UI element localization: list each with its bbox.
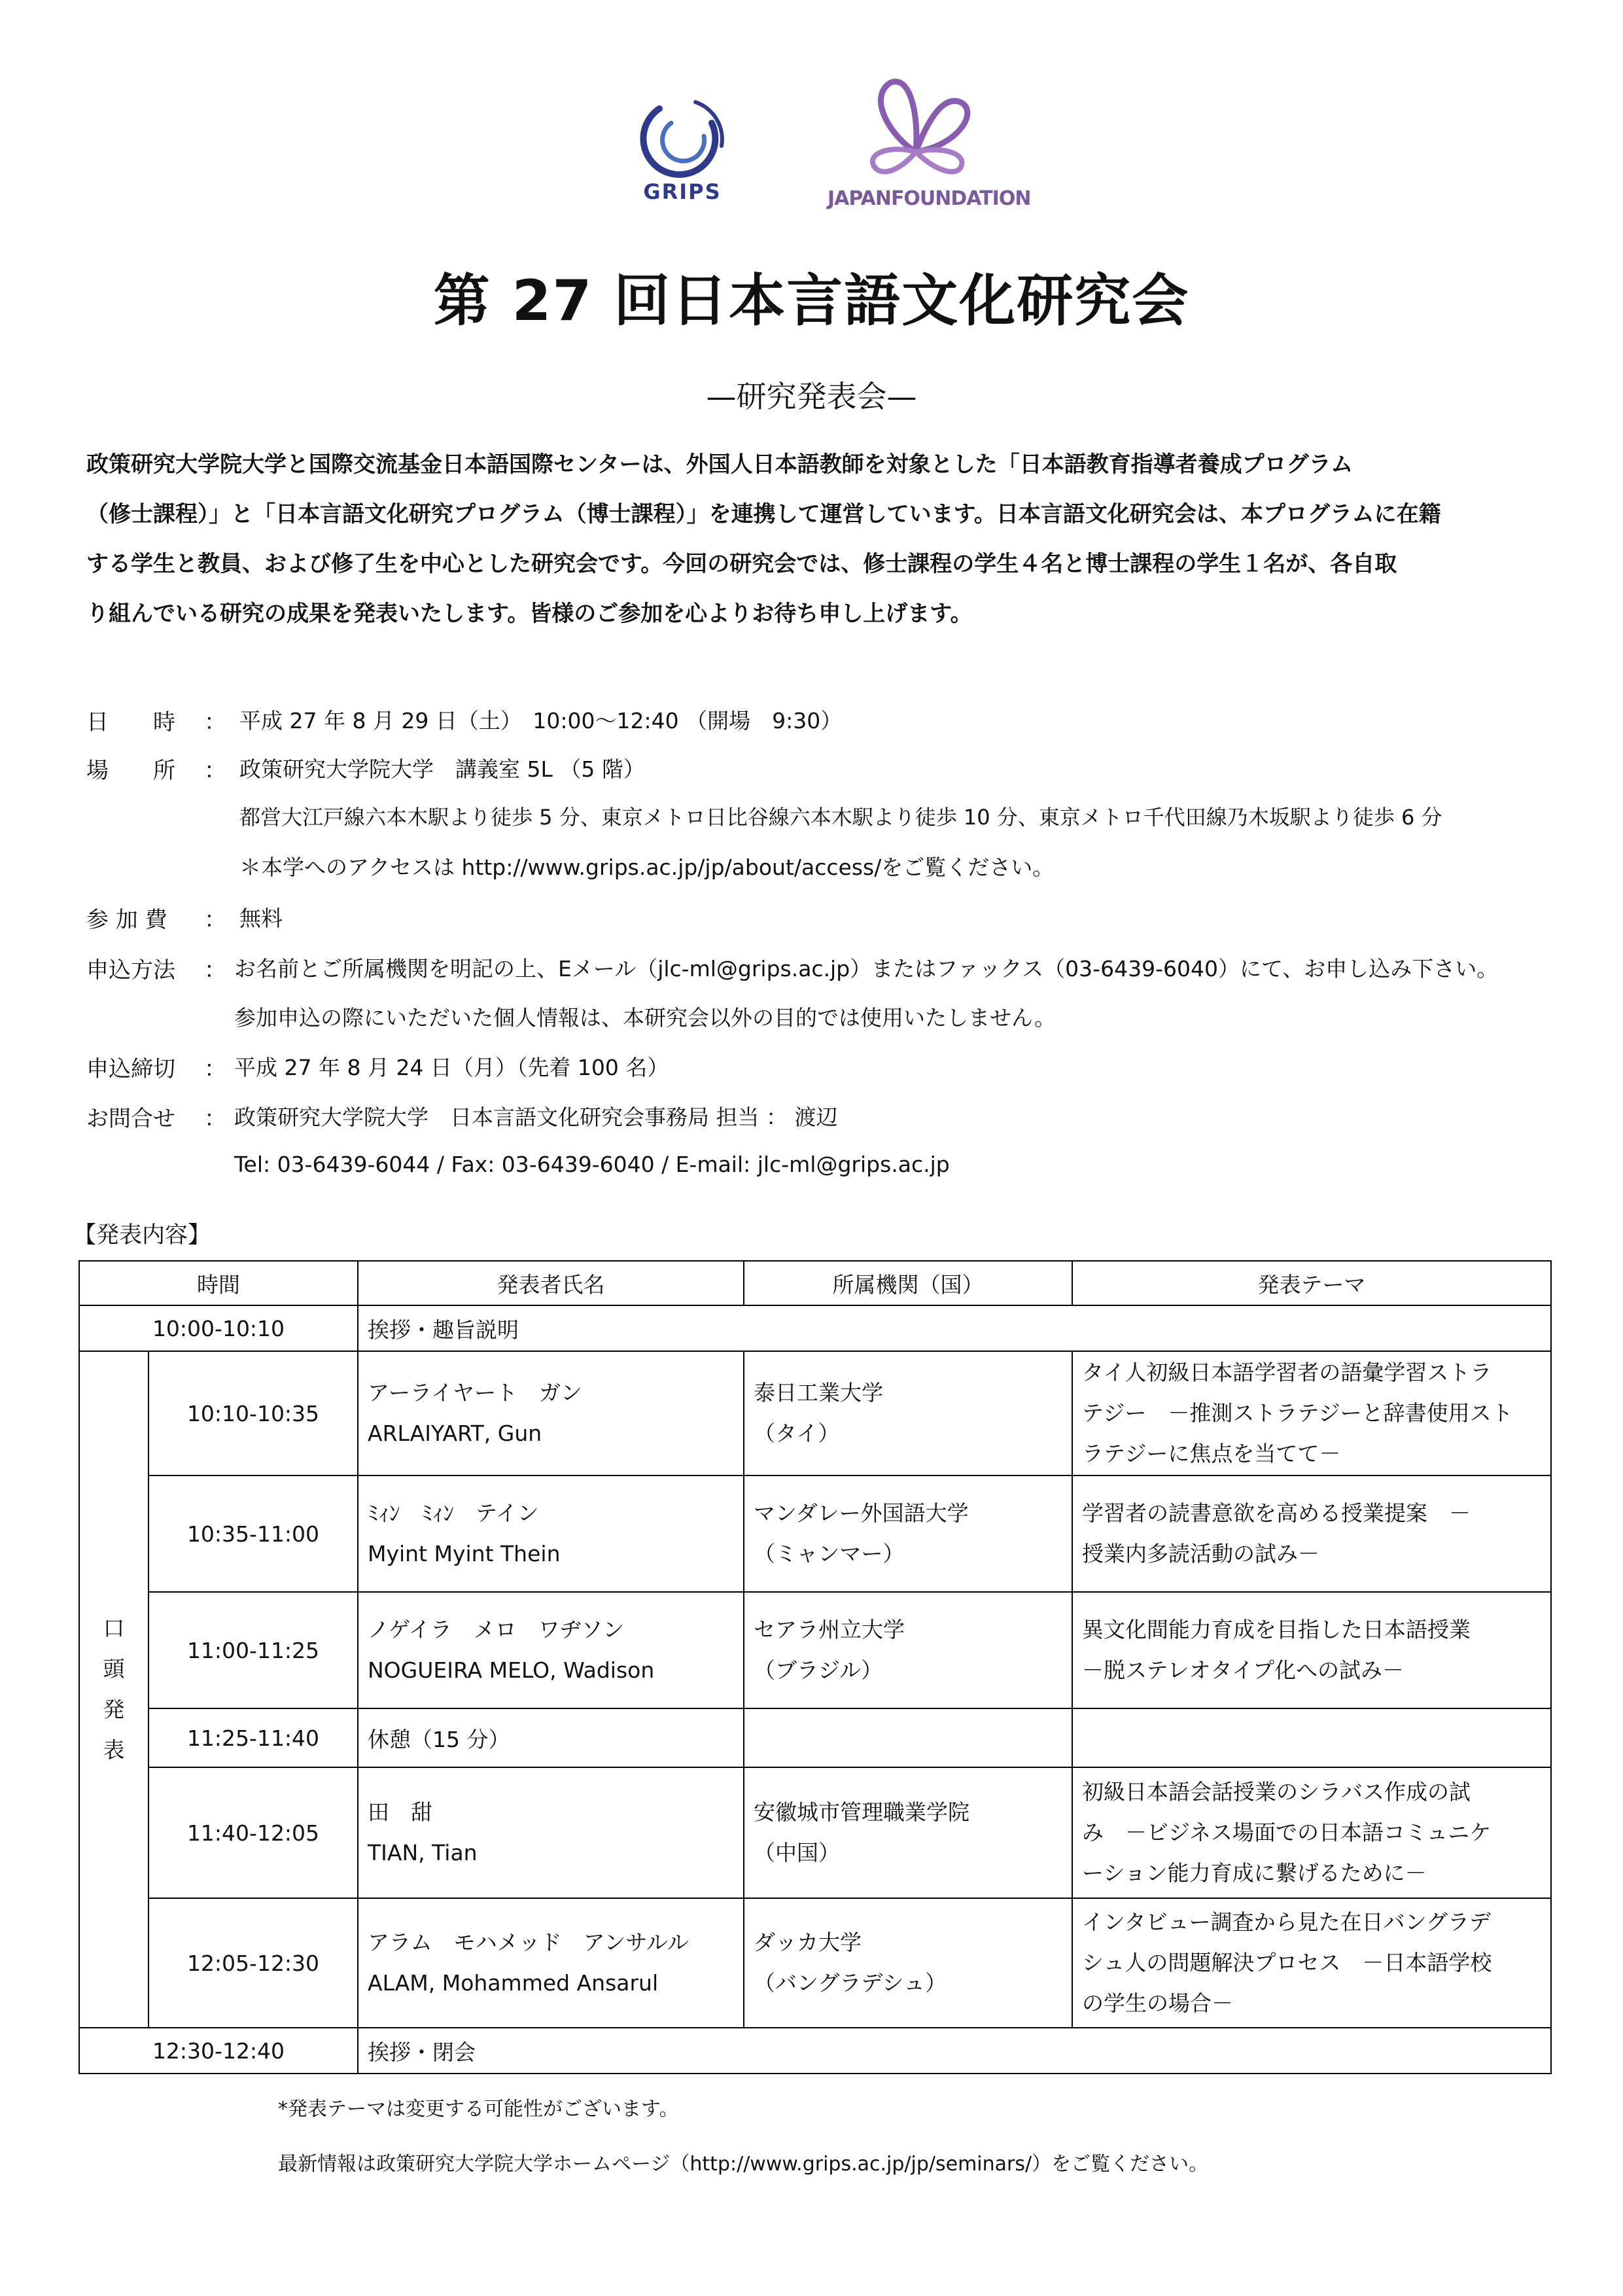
- contact-label: お問合せ: [86, 1106, 175, 1132]
- intro-line: り組んでいる研究の成果を発表いたします。皆様のご参加を心よりお待ち申し上げます。: [86, 601, 973, 627]
- theme-line: 授業内多読活動の試み－: [1082, 1541, 1319, 1566]
- apply-label: 申込方法: [86, 957, 175, 983]
- row-time: 10:10-10:35: [148, 1351, 358, 1475]
- colon: ：: [204, 1056, 226, 1082]
- theme-line: シュ人の問題解決プロセス －日本語学校: [1082, 1950, 1492, 1975]
- row-time: 10:35-11:00: [148, 1475, 358, 1592]
- theme-line: －脱ステレオタイプ化への試み－: [1082, 1657, 1405, 1683]
- oral-label-char: 表: [103, 1737, 125, 1763]
- datetime-label: 日 時: [86, 709, 175, 735]
- colon: ：: [204, 758, 226, 784]
- closing-text: 挨拶・閉会: [358, 2028, 1551, 2074]
- opening-text: 挨拶・趣旨説明: [358, 1305, 1551, 1351]
- place-access-note: ＊本学へのアクセスは http://www.grips.ac.jp/jp/about/access/をご覧ください。: [239, 855, 1055, 880]
- institution-name: ダッカ大学: [754, 1930, 862, 1955]
- grips-swirl-icon: [633, 97, 731, 182]
- contact-value: 政策研究大学院大学 日本言語文化研究会事務局 担当 ： 渡辺: [234, 1104, 838, 1130]
- header-institution: 所属機関（国）: [744, 1261, 1072, 1305]
- institution-country: （バングラデシュ）: [754, 1970, 947, 1996]
- japan-foundation-logo: [828, 73, 1031, 214]
- oral-label-char: 発: [103, 1697, 125, 1722]
- theme-cell: [1072, 1767, 1551, 1898]
- colon: ：: [204, 709, 226, 735]
- place-value: 政策研究大学院大学 講義室 5L （5 階）: [239, 756, 645, 782]
- presenter-name-jp: ﾐｨﾝ ﾐｨﾝ テイン: [368, 1500, 539, 1526]
- presenter-cell: [358, 1475, 744, 1592]
- presenter-cell: [358, 1592, 744, 1708]
- presenter-name-jp: アラム モハメッド アンサルル: [368, 1930, 689, 1955]
- deadline-value: 平成 27 年 8 月 24 日（月）（先着 100 名）: [234, 1055, 669, 1080]
- table-row: [79, 1475, 1551, 1592]
- presenter-cell: [358, 1767, 744, 1898]
- intro-line: 政策研究大学院大学と国際交流基金日本語国際センターは、外国人日本語教師を対象とした「日本語教育指導者養成プログラム: [86, 451, 1353, 478]
- datetime-value: 平成 27 年 8 月 29 日（土） 10:00～12:40 （開場 9:30）: [239, 708, 843, 733]
- table-row: [79, 1767, 1551, 1898]
- contact-tel: Tel: 03-6439-6044 / Fax: 03-6439-6040 / E-mail: jlc-ml@grips.ac.jp: [234, 1152, 950, 1177]
- row-time: 11:40-12:05: [148, 1767, 358, 1898]
- institution-country: （タイ）: [754, 1421, 840, 1446]
- presenter-name-jp: 田 甜: [368, 1799, 432, 1825]
- table-row: [79, 1351, 1551, 1475]
- butterfly-icon: [828, 73, 1004, 185]
- presenter-name-jp: アーライヤート ガン: [368, 1380, 583, 1405]
- institution-cell: [744, 1898, 1072, 2028]
- institution-name: セアラ州立大学: [754, 1617, 905, 1642]
- closing-time: 12:30-12:40: [79, 2028, 358, 2074]
- row-time: 11:25-11:40: [148, 1708, 358, 1767]
- colon: ：: [204, 957, 226, 983]
- table-row-opening: [79, 1305, 1551, 1351]
- header-presenter: 発表者氏名: [358, 1261, 744, 1305]
- page-title: 第 27 回日本言語文化研究会: [433, 268, 1190, 334]
- presenter-name-en: Myint Myint Thein: [368, 1541, 561, 1566]
- institution-cell: [744, 1767, 1072, 1898]
- japan-foundation-logo-text: JAPANFOUNDATION: [828, 187, 1031, 210]
- opening-time: 10:00-10:10: [79, 1305, 358, 1351]
- institution-country: （中国）: [754, 1840, 840, 1865]
- header-theme: 発表テーマ: [1072, 1261, 1551, 1305]
- theme-cell: [1072, 1898, 1551, 2028]
- place-access: 都営大江戸線六本木駅より徒歩 5 分、東京メトロ日比谷線六本木駅より徒歩 10 分、東京メトロ千代田線乃木坂駅より徒歩 6 分: [239, 805, 1442, 830]
- theme-line: 学習者の読書意欲を高める授業提案 －: [1082, 1500, 1471, 1526]
- deadline-label: 申込締切: [86, 1056, 175, 1082]
- theme-line: ラテジーに焦点を当てて－: [1082, 1441, 1341, 1466]
- row-time: 11:00-11:25: [148, 1592, 358, 1708]
- oral-label-char: 頭: [103, 1656, 125, 1682]
- break-text: 休憩（15 分）: [358, 1708, 744, 1767]
- institution-country: （ミャンマー）: [754, 1541, 905, 1566]
- theme-line: 異文化間能力育成を目指した日本語授業: [1082, 1617, 1471, 1642]
- table-row-break: [79, 1708, 1551, 1767]
- footnote-theme-change: *発表テーマは変更する可能性がございます。: [278, 2098, 679, 2121]
- theme-line: み －ビジネス場面での日本語コミュニケ: [1082, 1820, 1492, 1845]
- grips-logo: [633, 97, 731, 208]
- grips-logo-text: GRIPS: [643, 179, 722, 204]
- place-label: 場 所: [86, 758, 175, 784]
- institution-cell: [744, 1351, 1072, 1475]
- intro-paragraph: [86, 440, 1552, 639]
- table-row: [79, 1898, 1551, 2028]
- table-header-row: [79, 1261, 1551, 1305]
- theme-line: テジー －推測ストラテジーと辞書使用スト: [1082, 1400, 1513, 1426]
- presenter-name-en: TIAN, Tian: [368, 1840, 478, 1865]
- table-row: [79, 1592, 1551, 1708]
- page-subtitle: —研究発表会—: [706, 379, 917, 414]
- theme-cell: [1072, 1351, 1551, 1475]
- presenter-name-en: ALAM, Mohammed Ansarul: [368, 1970, 659, 1996]
- institution-name: マンダレー外国語大学: [754, 1500, 969, 1526]
- apply-privacy-note: 参加申込の際にいただいた個人情報は、本研究会以外の目的では使用いたしません。: [234, 1005, 1056, 1031]
- presenter-name-en: NOGUEIRA MELO, Wadison: [368, 1657, 655, 1683]
- institution-cell: [744, 1592, 1072, 1708]
- schedule-heading: 【発表内容】: [73, 1222, 211, 1248]
- theme-line: インタビュー調査から見た在日バングラデ: [1082, 1909, 1492, 1935]
- empty-cell: [1072, 1708, 1551, 1767]
- presenter-name-en: ARLAIYART, Gun: [368, 1421, 542, 1446]
- colon: ：: [204, 907, 226, 933]
- theme-cell: [1072, 1592, 1551, 1708]
- institution-country: （ブラジル）: [754, 1657, 883, 1683]
- footnote-latest-info: 最新情報は政策研究大学院大学ホームページ（http://www.grips.ac.jp/jp/seminars/）をご覧ください。: [278, 2153, 1209, 2176]
- institution-name: 安徽城市管理職業学院: [754, 1799, 969, 1825]
- fee-label: 参 加 費: [86, 907, 167, 933]
- row-time: 12:05-12:30: [148, 1898, 358, 2028]
- intro-line: （修士課程）」と「日本言語文化研究プログラム（博士課程）」を連携して運営しています。日本言語文化研究会は、本プログラムに在籍: [86, 501, 1441, 527]
- table-row-closing: [79, 2028, 1551, 2074]
- theme-cell: [1072, 1475, 1551, 1592]
- institution-cell: [744, 1475, 1072, 1592]
- theme-line: ーション能力育成に繋げるために－: [1082, 1860, 1427, 1886]
- intro-line: する学生と教員、および修了生を中心とした研究会です。今回の研究会では、修士課程の学生４名と博士課程の学生１名が、各自取: [86, 551, 1397, 577]
- fee-value: 無料: [239, 906, 283, 931]
- presenter-name-jp: ノゲイラ メロ ワヂソン: [368, 1617, 625, 1642]
- oral-presentation-label: [79, 1351, 148, 2028]
- colon: ：: [204, 1106, 226, 1132]
- theme-line: タイ人初級日本語学習者の語彙学習ストラ: [1082, 1360, 1492, 1385]
- institution-name: 泰日工業大学: [754, 1380, 883, 1405]
- header-time: 時間: [79, 1261, 358, 1305]
- presenter-cell: [358, 1351, 744, 1475]
- theme-line: 初級日本語会話授業のシラバス作成の試: [1082, 1779, 1471, 1805]
- theme-line: の学生の場合－: [1082, 1990, 1233, 2016]
- empty-cell: [744, 1708, 1072, 1767]
- apply-value: お名前とご所属機関を明記の上、Eメール（jlc-ml@grips.ac.jp）またはファックス（03-6439-6040）にて、お申し込み下さい。: [234, 956, 1499, 981]
- schedule-table: [79, 1260, 1552, 2074]
- presenter-cell: [358, 1898, 744, 2028]
- oral-label-char: 口: [103, 1616, 125, 1641]
